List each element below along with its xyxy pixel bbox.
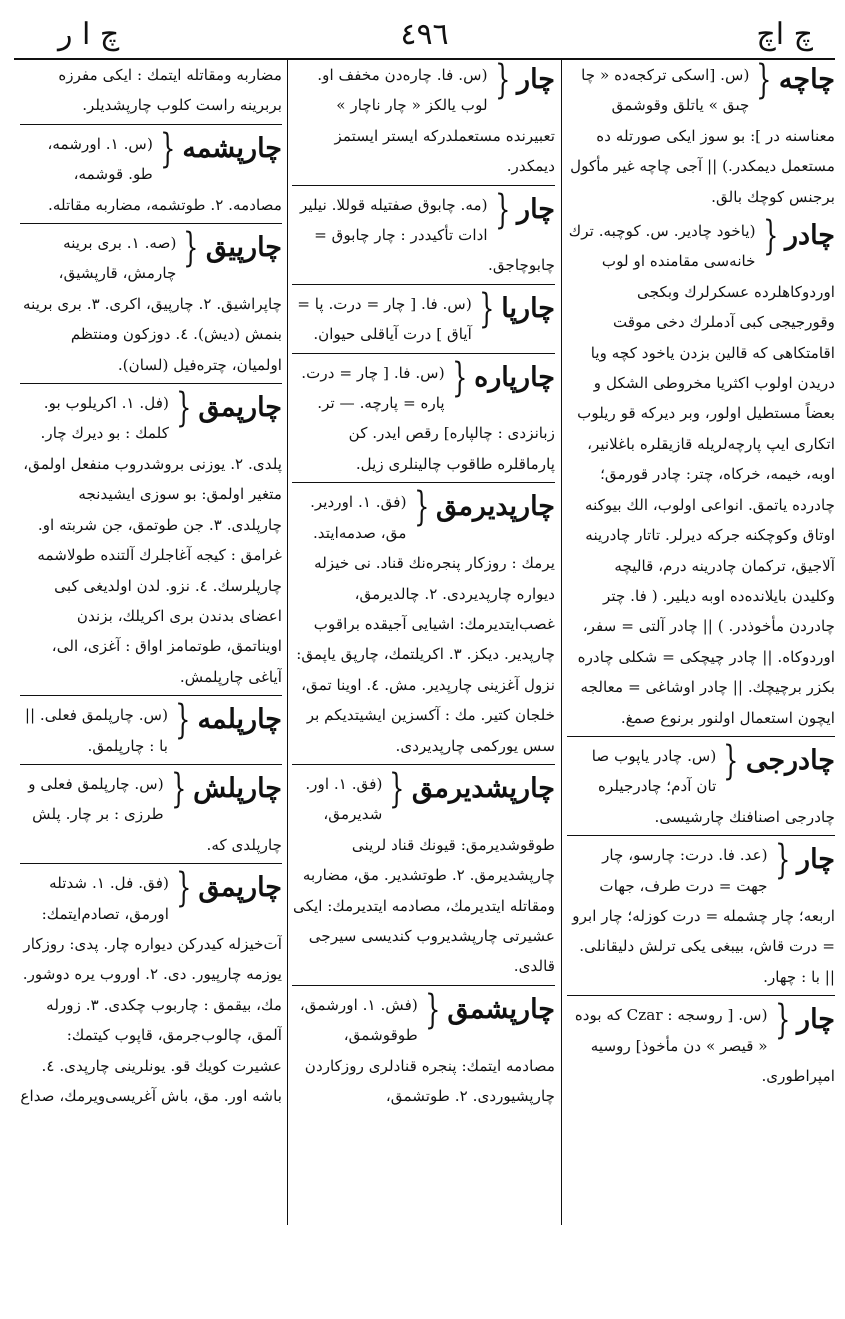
definition: (مه. چابوق صفتيله قوللا. نيلير ادات تأكيددر : چار چابوق = چابوچاجق. <box>300 195 555 275</box>
header-guide-word-right: چ اچ <box>756 17 813 52</box>
headword: چارپشمق <box>447 993 555 1025</box>
brace-glyph: { <box>774 997 790 1044</box>
headword: چار <box>797 1004 835 1036</box>
dictionary-entry <box>567 213 835 737</box>
brace-glyph: { <box>176 385 192 432</box>
dictionary-entry <box>567 60 835 214</box>
dictionary-entry <box>20 385 282 696</box>
brace-glyph: { <box>723 737 739 784</box>
brace-glyph: { <box>774 837 790 884</box>
definition: (فق. ١. اور. شديرمق، طوقوشديرمق: قيونك قناد لرينی چارپشديرمق. ٢. طوتشدير. مق، مضاربه ومقاتله ايتديرمك، مصادمه ايتديرمك: ايكى عشيرتى چارپشدیروب كنديسی سيرجی قالدی. <box>292 774 555 976</box>
definition: (س. فا. [ چار = درت. پا = آياق ] درت آياقلی حيوان. <box>297 294 472 344</box>
definition: (فق. فل. ١. شدتله اورمق، تصادم‌ايتمك: آت‌خيزله كيدركن ديواره چار. پدی: روزكار يوزمه چارپيور. دی. ٢. اوروب يره دوشور. مك، بيقمق : چاربوب چكدی. ٣. زورله آلمق، چالوب‌جرمق، قاپوب كيتمك: عشيرت كويك قو. يونلرينی چارپدی. ٤. باشه اور. مق، باش آغريسی‌ويرمك، صداع <box>20 874 282 1105</box>
dictionary-entry <box>292 186 555 285</box>
definition: (س. ١. اورشمه، طو. قوشمه، مصادمه. ٢. طوتشمه، مضاربه مقاتله. <box>47 134 282 214</box>
headword: چادر <box>785 220 835 252</box>
definition: (ياخود چادیر. س. كوچبه. ترك خانه‌سى مقامنده او لوب اوردوكاهلرده عسكرلرك وبكجی وقورجيجی كبی آدملرك دخی موقت اقامتكاهی كه قالين بزدن ياخود كچه ويا دريدن اولوب اكثريا مخروطی الشكل و بعضاً مستطيل اولور، وبر ديركه قو ريلوب اتكارى ايپ پارچه‌لريله قازيقلره باغلانير، اوبه، خيمه، خركاه، چتر: چادر قورمق؛ چادرده ياتمق. انواعی اولوب، الك بيوكنه اوتاق وكوچكنه جركه ديرلر. تاتار چادرينه آلاجيق، تركمان چادرينه درم، قاليچه وكليدن بايلانده‌ده اوبه ديلير. ( فا. چتر چادردن مأخوذدر. ) || چادر آلتی = سفر، اوردوكاه. || چادر چيچكی = شكلی چادره بكزر برچيچك. || چادر اوشاغی = معالجه ايچون استعمال اولنور برنوع صمغ. <box>568 222 835 727</box>
column-middle <box>292 60 555 1223</box>
headword: چارپمق <box>198 872 282 904</box>
page-number: ٤٩٦ <box>400 17 449 52</box>
dictionary-entry <box>20 225 282 384</box>
definition: (س. [ روسجه : Czar كه بوده « قيصر » دن مأخوذ] روسيه امپراطوری. <box>574 1006 835 1085</box>
definition: (س. چارپلمق فعلی. || با : چارپلمق. <box>24 706 169 755</box>
definition: (س. فا. چاره‌دن مخفف او. لوب يالكز « چار ناچار » تعبيرنده مستعملدركه ايستر ايستمز ديمكدر. <box>317 66 555 176</box>
dictionary-entry <box>567 837 835 996</box>
brace-glyph: { <box>494 186 510 233</box>
dictionary-entry <box>292 765 555 986</box>
column-right <box>567 60 835 1223</box>
dictionary-entry <box>20 865 282 1113</box>
definition: (فق. ١. اوردير. مق، صدمه‌ايتد. يرمك : روزكار پنجره‌نك قناد. نى خيزله ديواره چارپديردی. ٢. چالديرمق، غصب‌ايتديرمك: اشيايى آجيقده براقوب چارپدير. ديكز. ٣. اكريلتمك، چارپق ياپمق: نزول آغزينى چارپدير. مش. ٤. اوينا تمق، خلجان كتير. مك : آكسزين ايشيتديكم بر سس يوركمى چارپديردی. <box>296 493 555 755</box>
dictionary-entry <box>292 986 555 1114</box>
brace-glyph: { <box>478 285 495 332</box>
brace-glyph: { <box>170 765 187 812</box>
definition: (فل. ١. اكريلوب بو. كلمك : بو ديرك چار. پلدی. ٢. يوزنى بروشدروب منفعل اولمق، متغير اولمق: بو سوزی ايشيدنجه چارپلدی. ٣. جن طوتمق، جن شربته او. غرامق : كيجه آغاجلرك آلتنده طولاشمه چارپلرسك. ٤. نزو. لدن اولديغی كبی اعضای بدندن بری اكريلك، بزندن اويناتمق، طوتمامز اواق : آغزی، الی، آياغی چارپلمش. <box>23 394 282 686</box>
page-header <box>14 14 835 60</box>
dictionary-entry <box>567 737 835 836</box>
definition: (س. فا. [ چار = درت. پاره = پارچه. — تر. زبانزدی : چالپاره] رقص ايدر. كن پارماقلره طاقوب چالينلرى زيل. <box>301 363 555 473</box>
brace-glyph: { <box>494 60 510 103</box>
dictionary-entry <box>20 697 282 765</box>
brace-glyph: { <box>175 697 191 744</box>
definition: (س. چادر ياپوب صا تان آدم؛ چادرجيلره چادرجی اصنافنك چارشيسی. <box>591 746 835 826</box>
brace-glyph: { <box>451 354 468 401</box>
headword: چادرجی <box>745 744 835 776</box>
dictionary-entry <box>20 765 282 864</box>
headword: چارپا <box>501 292 555 324</box>
brace-glyph: { <box>424 986 441 1033</box>
column-left <box>20 60 282 1223</box>
dictionary-entry <box>20 125 282 224</box>
definition: (فش. ١. اورشمق، طوقوشمق، مصادمه ايتمك: پنجره قنادلری روزكاردن چارپشيوردی. ٢. طوتشمق، <box>299 995 555 1105</box>
dictionary-entry <box>292 484 555 765</box>
definition: (س. چارپلمق فعلی و طرزی : بر چار. پلش چارپلدی كه. <box>28 774 282 854</box>
headword: چارپشدیرمق <box>411 772 555 804</box>
headword: چارپمق <box>198 392 282 424</box>
brace-glyph: { <box>413 484 429 531</box>
header-guide-word-left: چ ا ر <box>58 17 120 52</box>
definition: مضاربه ومقاتله ايتمك : ايكى مفرزه بربرينه راست كلوب چارپشديلر. <box>58 66 282 115</box>
headword: چارپيق <box>205 232 282 264</box>
brace-glyph: { <box>762 213 778 260</box>
definition: (عد. فا. درت: چارسو، چار جهت = درت طرف، جهات اربعه؛ چار چشمله = درت كوزله؛ چار ابرو = درت قاش، بيبغی يكی ترلش دليقانلی. || با : چهار. <box>572 846 835 986</box>
headword: چارپشمه <box>182 132 282 164</box>
headword: چار <box>517 193 555 225</box>
brace-glyph: { <box>159 125 176 172</box>
headword: چارپاره <box>474 361 555 393</box>
definition: (صه. ١. بری برينه چارمش، قارپشيق، چاپراشيق. ٢. چارپيق، اكری. ٣. برى برينه بنمش (ديش). ٤. دوزكون ومنتظم اولميان، چتره‌فيل (لسان). <box>23 234 282 374</box>
headword: چارپلش <box>193 772 282 804</box>
brace-glyph: { <box>389 765 405 812</box>
brace-glyph: { <box>756 60 772 103</box>
headword: چارپلمه <box>197 704 282 736</box>
dictionary-entry <box>567 997 835 1093</box>
definition: (س. [اسكی تركجه‌ده « چا چىق » ياتلق وقوشمق معناسنه‌ در ]: بو سوز ايكى صورتله ده مستعمل ديمكدر.) || آجی چاچه‌ غير مأكول برجنس كوچك بالق. <box>570 66 835 206</box>
headword: چاچه <box>778 64 835 95</box>
headword: چار <box>797 844 835 876</box>
headword: چار <box>517 64 555 95</box>
dictionary-entry-continued <box>20 60 282 125</box>
headword: چارپدیرمق <box>435 491 555 523</box>
dictionary-entry <box>292 354 555 484</box>
brace-glyph: { <box>176 865 192 912</box>
brace-glyph: { <box>183 225 199 272</box>
dictionary-entry <box>292 60 555 186</box>
dictionary-entry <box>292 285 555 354</box>
